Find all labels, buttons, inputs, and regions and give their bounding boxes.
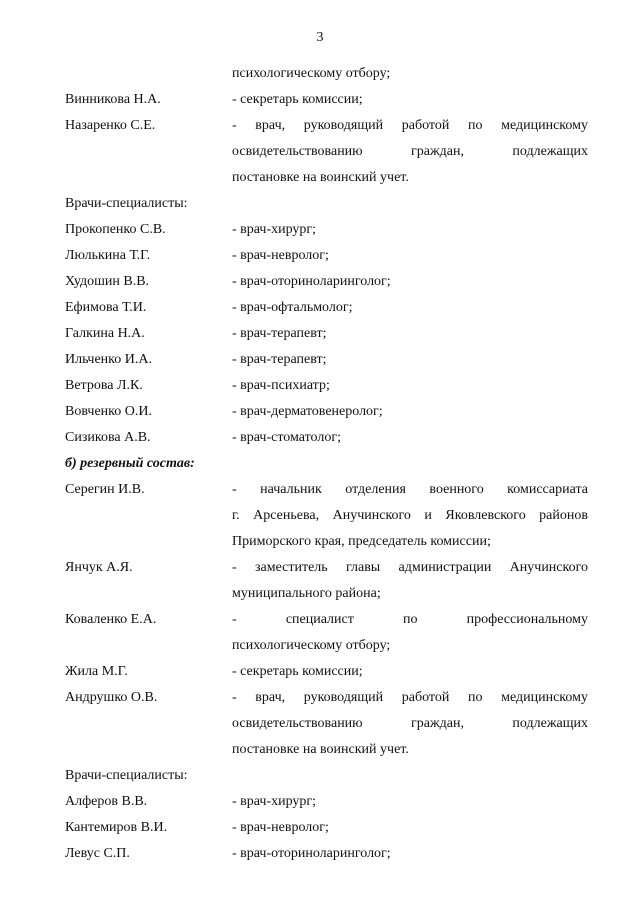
member-name: Серегин И.В. <box>65 482 145 497</box>
section-heading: Врачи-специалисты: <box>65 196 188 211</box>
member-role: - врач-оториноларинголог; <box>232 846 391 861</box>
member-role: - врач-хирург; <box>232 794 317 809</box>
member-name: Прокопенко С.В. <box>65 222 166 237</box>
member-role-cont: г. Арсеньева, Анучинского и Яковлевского районов <box>232 508 588 523</box>
member-name: Янчук А.Я. <box>65 560 133 575</box>
member-role-cont: психологическому отбору; <box>232 638 391 653</box>
member-role: - врач, руководящий работой по медицинскому <box>232 118 588 133</box>
member-role: - специалист по профессиональному <box>232 612 588 627</box>
member-role-cont: постановке на воинский учет. <box>232 742 409 757</box>
member-name: Жила М.Г. <box>65 664 128 679</box>
page-number: 3 <box>316 30 324 45</box>
member-role-cont: муниципального района; <box>232 586 381 601</box>
member-role: - секретарь комиссии; <box>232 92 363 107</box>
member-role: - врач-терапевт; <box>232 326 327 341</box>
member-name: Назаренко С.Е. <box>65 118 156 133</box>
member-role-cont: освидетельствованию граждан, подлежащих <box>232 144 588 159</box>
member-name: Худошин В.В. <box>65 274 150 289</box>
member-name: Люлькина Т.Г. <box>65 248 151 263</box>
member-role-cont: постановке на воинский учет. <box>232 170 409 185</box>
member-name: Вовченко О.И. <box>65 404 152 419</box>
member-name: Ефимова Т.И. <box>65 300 147 315</box>
member-name: Ильченко И.А. <box>65 352 152 367</box>
member-role: - врач-оториноларинголог; <box>232 274 391 289</box>
member-name: Кантемиров В.И. <box>65 820 168 835</box>
member-name: Андрушко О.В. <box>65 690 158 705</box>
member-role: - врач, руководящий работой по медицинскому <box>232 690 588 705</box>
member-name: Галкина Н.А. <box>65 326 145 341</box>
member-role-cont: Приморского края, председатель комиссии; <box>232 534 491 549</box>
member-name: Коваленко Е.А. <box>65 612 157 627</box>
member-role: - врач-терапевт; <box>232 352 327 367</box>
member-role: - врач-невролог; <box>232 820 329 835</box>
line-1-desc: психологическому отбору; <box>232 66 391 81</box>
section-heading: Врачи-специалисты: <box>65 768 188 783</box>
member-role-cont: освидетельствованию граждан, подлежащих <box>232 716 588 731</box>
member-role: - врач-психиатр; <box>232 378 330 393</box>
member-name: Ветрова Л.К. <box>65 378 143 393</box>
member-name: Винникова Н.А. <box>65 92 161 107</box>
member-role: - врач-стоматолог; <box>232 430 341 445</box>
member-role: - врач-офтальмолог; <box>232 300 353 315</box>
member-role: - врач-хирург; <box>232 222 317 237</box>
member-name: Левус С.П. <box>65 846 130 861</box>
member-name: Сизикова А.В. <box>65 430 151 445</box>
section-heading-reserve: б) резервный состав: <box>65 456 195 471</box>
member-role: - заместитель главы администрации Анучинского <box>232 560 588 575</box>
member-role: - секретарь комиссии; <box>232 664 363 679</box>
member-role: - врач-невролог; <box>232 248 329 263</box>
member-name: Алферов В.В. <box>65 794 148 809</box>
member-role: - начальник отделения военного комиссариата <box>232 482 588 497</box>
member-role: - врач-дерматовенеролог; <box>232 404 383 419</box>
